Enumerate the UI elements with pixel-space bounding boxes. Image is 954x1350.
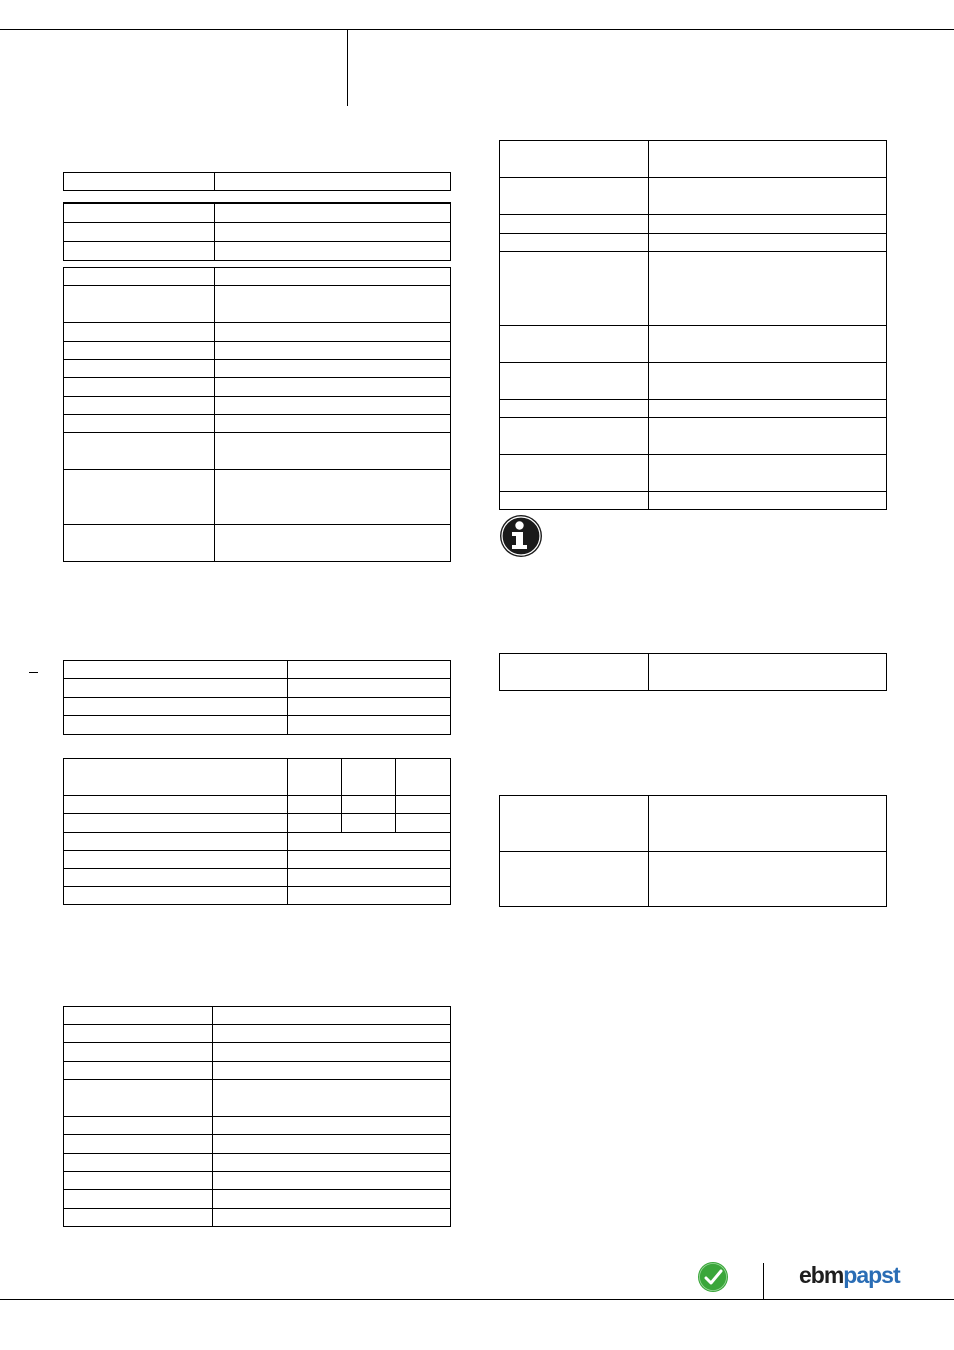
table-row	[64, 851, 451, 869]
spec-table-left-6	[63, 1006, 451, 1227]
table-row	[64, 661, 451, 679]
table-row	[64, 268, 451, 286]
table-row	[500, 215, 887, 234]
footer-rule	[0, 1299, 954, 1300]
table-row	[64, 1117, 451, 1135]
spec-table-left-2	[63, 202, 451, 261]
table-row	[64, 360, 451, 378]
table-row	[64, 1025, 451, 1043]
table-row	[64, 241, 451, 260]
table-row	[500, 178, 887, 215]
table-row	[64, 869, 451, 887]
table-row	[64, 1209, 451, 1227]
table-row	[64, 397, 451, 415]
table-row	[500, 852, 887, 907]
table-row	[500, 326, 887, 363]
table-row	[64, 203, 451, 222]
table-row	[500, 400, 887, 418]
table-row	[64, 887, 451, 905]
logo-part-ebm: ebm	[799, 1262, 844, 1288]
spec-table-right-1	[499, 140, 887, 510]
table-row	[500, 234, 887, 252]
table-row	[64, 173, 451, 191]
table-row	[64, 525, 451, 562]
table-row	[64, 1007, 451, 1025]
spec-table-left-3	[63, 267, 451, 562]
table-row	[64, 1062, 451, 1080]
table-row	[64, 222, 451, 241]
spec-table-left-4	[63, 660, 451, 735]
table-row	[500, 141, 887, 178]
table-row	[64, 342, 451, 360]
spec-table-right-2	[499, 653, 887, 691]
table-row	[64, 698, 451, 716]
table-row	[500, 654, 887, 691]
table-row	[500, 363, 887, 400]
spec-table-left-1	[63, 172, 451, 191]
table-row	[64, 833, 451, 851]
table-row	[500, 455, 887, 492]
info-icon	[499, 514, 543, 558]
header-divider	[347, 29, 348, 106]
table-row	[64, 759, 451, 796]
table-row	[64, 814, 451, 833]
ebmpapst-logo	[799, 1260, 900, 1290]
table-row	[64, 1190, 451, 1209]
logo-separator	[763, 1263, 764, 1299]
table-row	[64, 323, 451, 342]
table-row	[500, 418, 887, 455]
table-row	[500, 252, 887, 326]
table-row	[500, 796, 887, 852]
spec-table-right-3	[499, 795, 887, 907]
table-row	[64, 1135, 451, 1154]
table-row	[64, 1080, 451, 1117]
header-rule	[0, 29, 954, 30]
table-row	[64, 286, 451, 323]
margin-tick	[29, 672, 38, 673]
table-row	[64, 433, 451, 470]
table-row	[64, 796, 451, 814]
table-row	[64, 679, 451, 698]
table-row	[64, 378, 451, 397]
spec-table-left-5	[63, 758, 451, 905]
green-tech-badge-icon	[697, 1261, 729, 1293]
table-row	[64, 470, 451, 525]
table-row	[64, 415, 451, 433]
table-row	[64, 1043, 451, 1062]
table-row	[64, 716, 451, 735]
table-row	[64, 1172, 451, 1190]
logo-part-papst: papst	[843, 1262, 900, 1288]
table-row	[64, 1154, 451, 1172]
table-row	[500, 492, 887, 510]
